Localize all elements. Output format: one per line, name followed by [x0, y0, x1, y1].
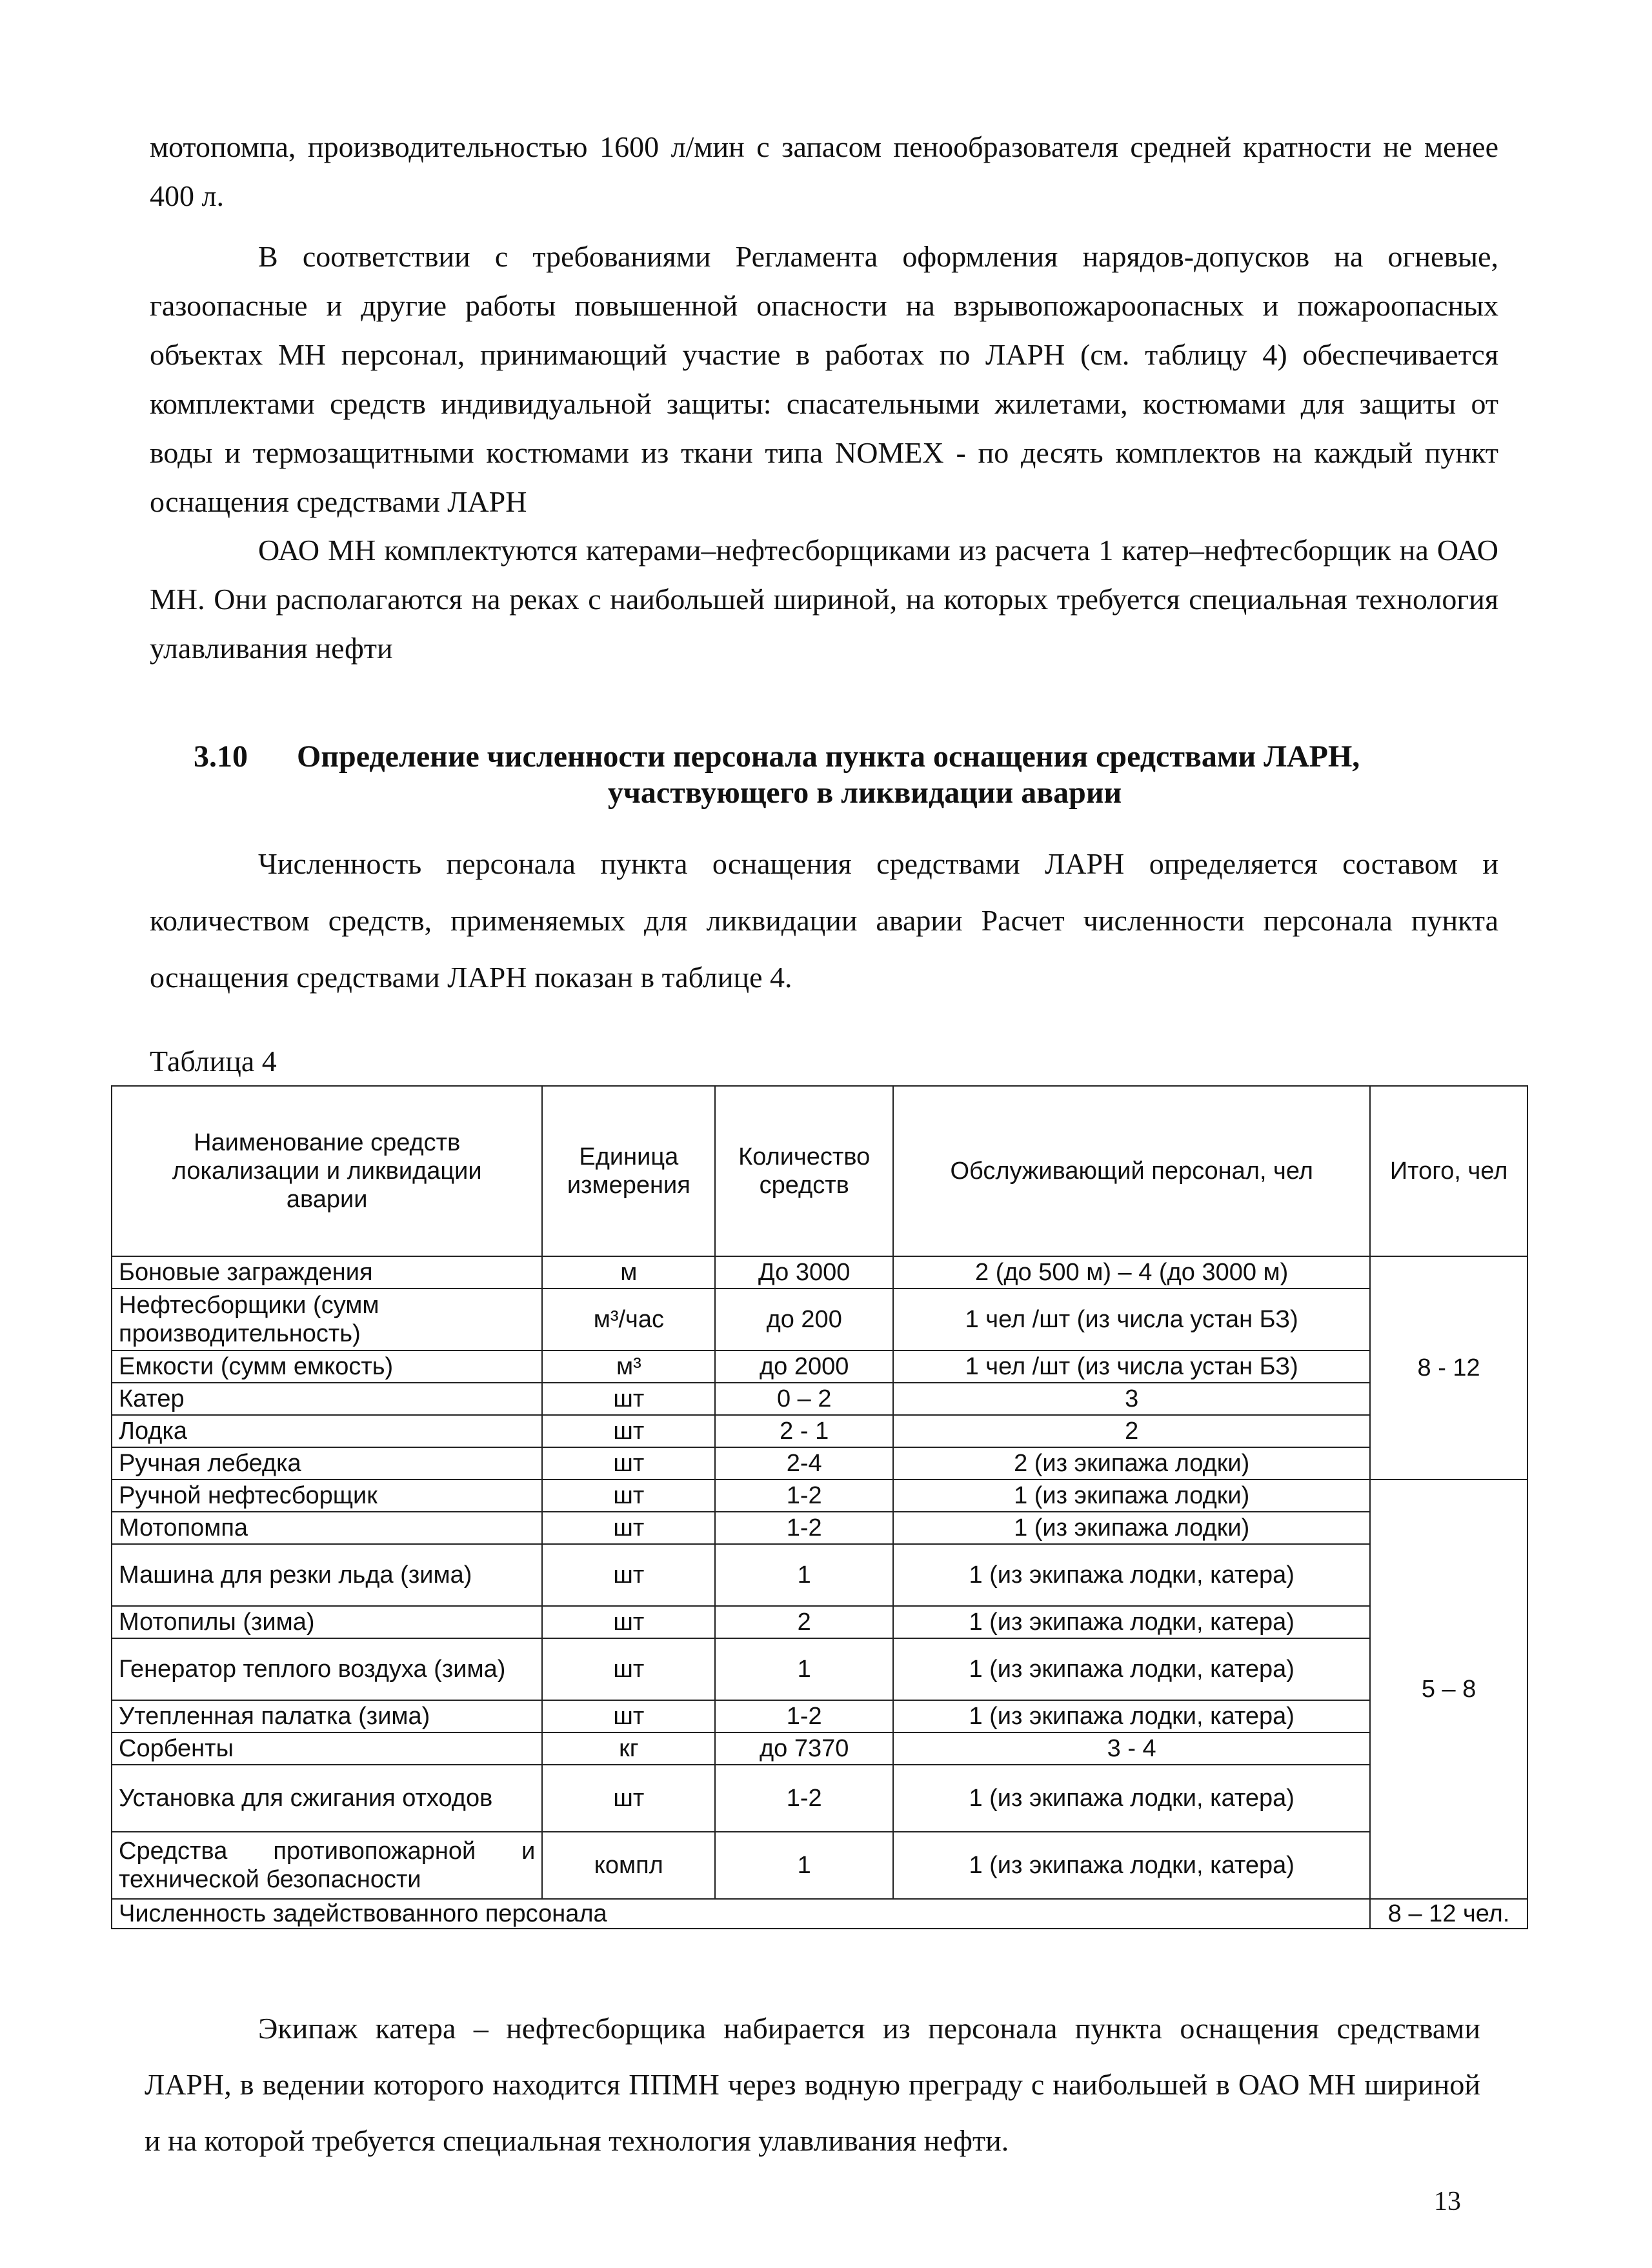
group-total-1: 8 - 12: [1370, 1256, 1527, 1480]
section-number: 3.10: [194, 739, 248, 774]
staff-table: [111, 1085, 1528, 1929]
table-row: Нефтесборщики (сумм производительность) м³/час до 200 1 чел /шт (из числа устан БЗ): [112, 1289, 1527, 1350]
header-staff: Обслуживающий персонал, чел: [893, 1086, 1370, 1256]
table-footer-row: [112, 1899, 1527, 1929]
header-qty: Количество средств: [715, 1086, 893, 1256]
paragraph-3: ОАО МН комплектуются катерами–нефтесборщиками из расчета 1 катер–нефтесборщик на ОАО МН. Они располагаются на реках с наибольшей шириной, на которых требуется специальная технология улавливания нефти: [150, 534, 1498, 665]
table-row: Мотопилы (зима) шт 2 1 (из экипажа лодки, катера): [112, 1606, 1527, 1638]
table-caption: Таблица 4: [150, 1045, 277, 1078]
table-row: Средства противопожарной и технической безопасности компл 1 1 (из экипажа лодки, катера): [112, 1832, 1527, 1899]
header-name: Наименование средств локализации и ликвидации аварии: [112, 1086, 542, 1256]
table-row: Генератор теплого воздуха (зима) шт 1 1 (из экипажа лодки, катера): [112, 1638, 1527, 1700]
table-row: Емкости (сумм емкость) м³ до 2000 1 чел /шт (из числа устан БЗ): [112, 1350, 1527, 1383]
page-number: 13: [1434, 2187, 1461, 2216]
table-row: Установка для сжигания отходов шт 1-2 1 (из экипажа лодки, катера): [112, 1765, 1527, 1832]
section-title-line2: участвующего в ликвидации аварии: [607, 776, 1122, 810]
paragraph-2: В соответствии с требованиями Регламента оформления нарядов-допусков на огневые, газоопасные и другие работы повышенной опасности на взрывопожароопасных и пожароопасных объектах МН персонал, принимающий участие в работах по ЛАРН (см. таблицу 4) обеспечивается комплектами средств индивидуальной защиты: спасательными жилетами, костюмами для защиты от воды и термозащитными костюмами из ткани типа NOMEX - по десять комплектов на каждый пункт оснащения средствами ЛАРН: [150, 240, 1498, 518]
section-title-line1: Определение численности персонала пункта оснащения средствами ЛАРН,: [297, 739, 1360, 774]
paragraph-4: Численность персонала пункта оснащения средствами ЛАРН определяется составом и количеством средств, применяемых для ликвидации аварии Расчет численности персонала пункта оснащения средствами ЛАРН показан в таблице 4.: [150, 847, 1498, 994]
table-row: Ручной нефтесборщик шт 1-2 1 (из экипажа лодки) 5 – 8: [112, 1480, 1527, 1512]
header-total: Итого, чел: [1370, 1086, 1527, 1256]
group-total-2: 5 – 8: [1370, 1480, 1527, 1899]
table-row: Боновые заграждения м До 3000 2 (до 500 м) – 4 (до 3000 м) 8 - 12: [112, 1256, 1527, 1289]
paragraph-5: Экипаж катера – нефтесборщика набирается из персонала пункта оснащения средствами ЛАРН, в ведении которого находится ППМН через водную преграду с наибольшей в ОАО МН шириной и на которой требуется специальная технология улавливания нефти.: [145, 2012, 1480, 2157]
table-row: Машина для резки льда (зима) шт 1 1 (из экипажа лодки, катера): [112, 1544, 1527, 1606]
header-unit: Единица измерения: [542, 1086, 715, 1256]
table-row: Сорбенты кг до 7370 3 - 4: [112, 1732, 1527, 1765]
footer-total: 8 – 12 чел.: [1370, 1899, 1527, 1929]
table-row: Мотопомпа шт 1-2 1 (из экипажа лодки): [112, 1512, 1527, 1544]
table-row: Лодка шт 2 - 1 2: [112, 1415, 1527, 1447]
paragraph-1: мотопомпа, производительностью 1600 л/мин с запасом пенообразователя средней кратности не менее 400 л.: [150, 130, 1498, 212]
table-row: Катер шт 0 – 2 3: [112, 1383, 1527, 1415]
table-row: Утепленная палатка (зима) шт 1-2 1 (из экипажа лодки, катера): [112, 1700, 1527, 1732]
table-header-row: [112, 1086, 1527, 1256]
table-row: Ручная лебедка шт 2-4 2 (из экипажа лодки): [112, 1447, 1527, 1480]
footer-label: Численность задействованного персонала: [112, 1899, 1370, 1929]
